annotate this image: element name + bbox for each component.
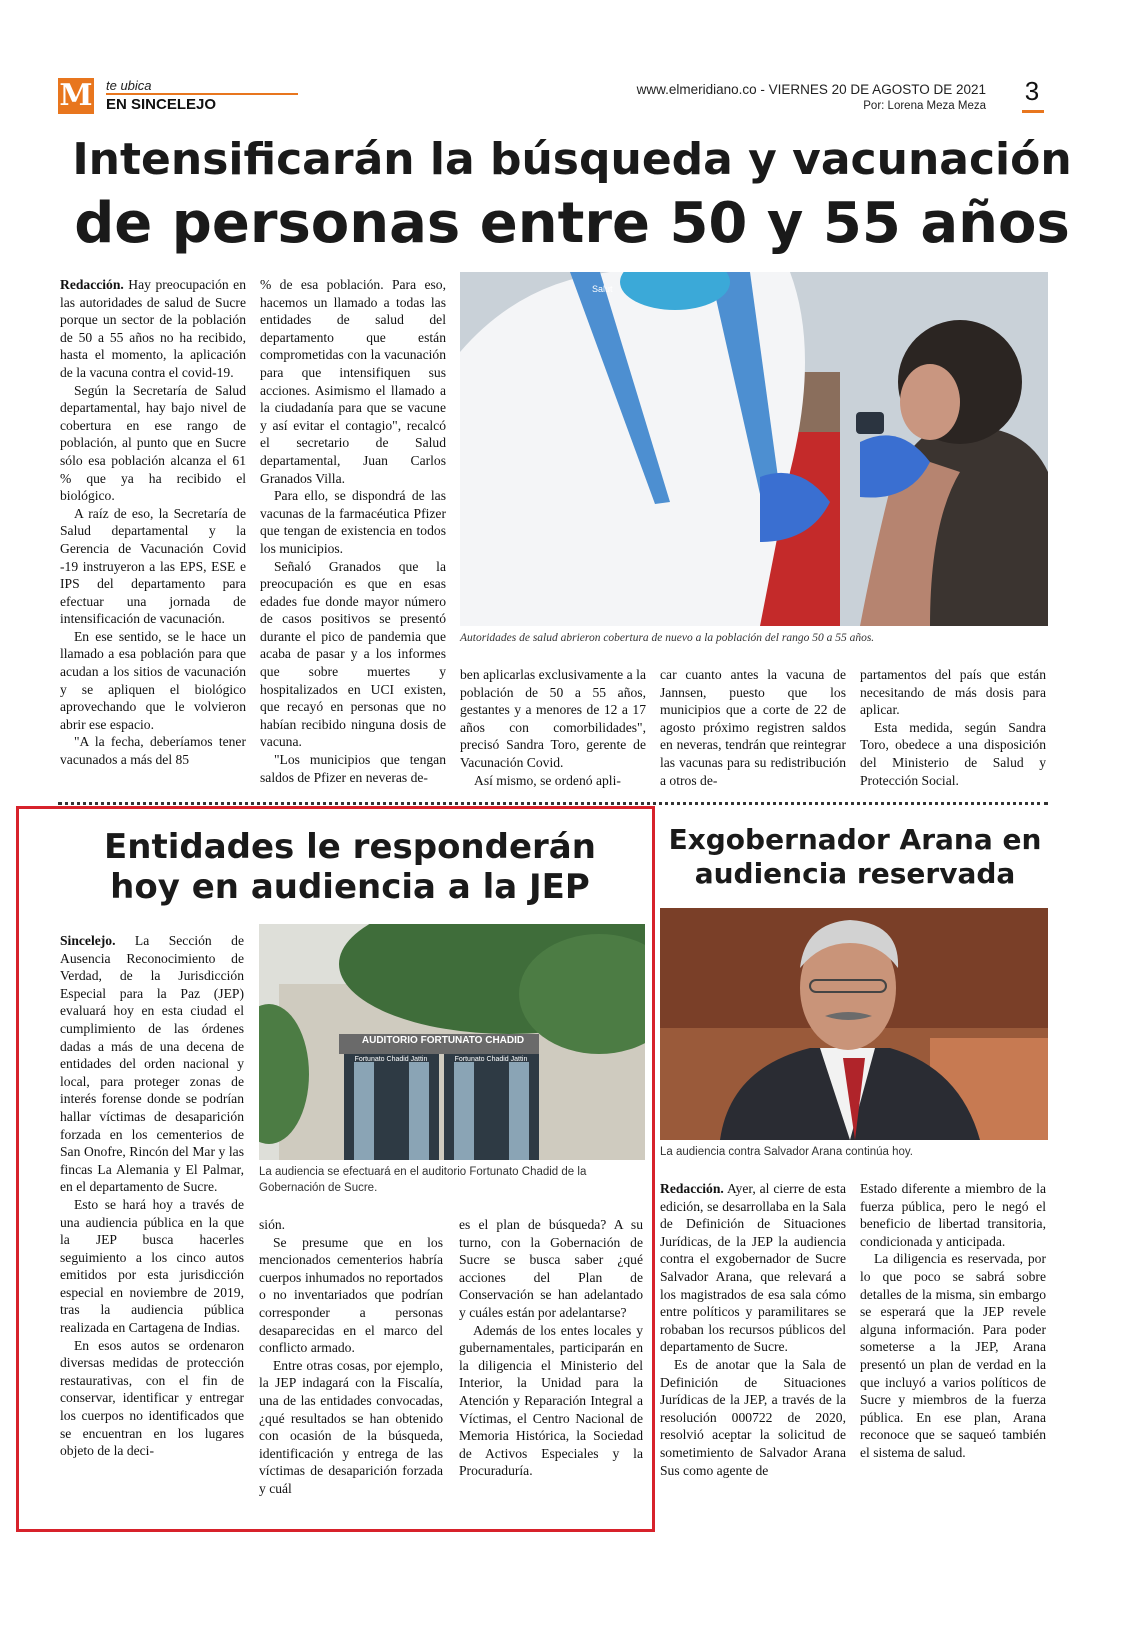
paragraph: En esos autos se ordenaron diversas medidas de protección restaurativas, con el fin de conservar, identificar y entregar los cuerpos no identificados que se encuentran en los lugares objeto de la deci- xyxy=(60,1337,244,1459)
paragraph: La diligencia es reservada, por lo que poco se sabrá sobre detalles de la misma, sin embargo se esperará que la JEP revele alguna información. Para poder someterse a la JEP, Arana presentó un plan de verdad en la que incluyó a varios políticos de Sucre y miembros de la fuerza pública. En ese plan, Arana reconoce que se saqueó también el sistema de salud. xyxy=(860,1251,1046,1460)
arana-photo-caption: La audiencia contra Salvador Arana continúa hoy. xyxy=(660,1146,913,1158)
paragraph: Esta medida, según Sandra Toro, obedece a una disposición del Ministerio de Salud y Protección Social. xyxy=(860,719,1046,788)
section-small-label: te ubica xyxy=(106,78,152,93)
auditorium-sign: AUDITORIO FORTUNATO CHADID xyxy=(361,1035,525,1046)
jep-headline-line-1: Entidades le responderán xyxy=(104,827,596,867)
main-col-3 xyxy=(460,666,646,796)
paragraph: Sincelejo. La Sección de Ausencia Reconocimiento de Verdad, de la Jurisdicción Especial para la Paz (JEP) evaluará hoy en esta ciudad el cumplimiento de las órdenes dadas a más de una decena de entidades del orden nacional y local, para proteger zonas de interés forense donde se podrían hallar víctimas de desaparición forzada en los cementerios de San Onofre, Rincón del Mar y las fincas La Alemania y El Palmar, en el departamento de Sucre. xyxy=(60,933,244,1195)
jep-col-1 xyxy=(60,932,244,1502)
main-headline-line-2: de personas entre 50 y 55 años xyxy=(74,191,1070,256)
arana-headline-line-1: Exgobernador Arana en xyxy=(668,823,1042,856)
main-col-4 xyxy=(660,666,846,796)
paragraph: En ese sentido, se le hace un llamado a esa población para que acudan a los sitios de vacunación y se apliquen el biológico aprovechando que le volvieron abrir ese espacio. xyxy=(60,628,246,732)
paragraph: "A la fecha, deberíamos tener vacunados a más del 85 xyxy=(60,734,246,768)
site-and-date: www.elmeridiano.co - VIERNES 20 DE AGOSTO DE 2021 xyxy=(636,82,986,97)
section-name: EN SINCELEJO xyxy=(106,96,217,113)
page-number: 3 xyxy=(1024,76,1040,106)
paragraph: car cuanto antes la vacuna de Jannsen, puesto que los municipios que a corte de 22 de agosto próximo registren saldos en neveras, tendrán que reintegrar las vacunas para su redistribución a otros de- xyxy=(660,667,846,788)
paragraph: ben aplicarlas exclusivamente a la población de 50 a 55 años, gestantes y a menores de 12 a 17 años con comorbilidades", precisó Sandra Toro, gerente de Vacunación Covid. xyxy=(460,667,646,770)
paragraph: Esto se hará hoy a través de una audiencia pública en la que la JEP busca hacerles seguimiento a los cinco autos emitidos por esta jurisdicción especial en noviembre de 2019, tras la audiencia pública realizada en Cartagena de Indias. xyxy=(60,1196,244,1336)
paragraph: Para ello, se dispondrá de las vacunas de la farmacéutica Pfizer que tengan de existencia en todos los municipios. xyxy=(260,488,446,556)
arana-col-1 xyxy=(660,1180,846,1506)
logo: M xyxy=(59,78,93,113)
paragraph: partamentos del país que están necesitando de más dosis para aplicar. xyxy=(860,667,1046,718)
paragraph: sión. xyxy=(259,1217,286,1232)
paragraph: Es de anotar que la Sala de Definición de Situaciones Jurídicas de la JEP, a través de la resolución 000722 de 2020, resolvió aceptar la solicitud de sometimiento de Salvador Arana Sus como agente de xyxy=(660,1356,846,1478)
paragraph: Señaló Granados que la preocupación es que en esas edades fue donde mayor número de casos positivos se presentó durante el pico de pandemia que acaba de pasar y a los informes que sobre muertes y hospitalizados en UCI existen, que recayó en personas que no habían recibido ninguna dosis de vacuna. xyxy=(260,558,446,750)
paragraph: Redacción. Hay preocupación en las autoridades de salud de Sucre porque un sector de la población de 50 a 55 años no ha recibido, hasta el momento, la aplicación de la vacuna contra el covid-19. xyxy=(60,277,246,380)
arana-headline-line-2: audiencia reservada xyxy=(694,857,1016,890)
paragraph: Además de los entes locales y gubernamentales, participarán en la diligencia el Ministerio del Interior, la Unidad para la Atención y Reparación Integral a Víctimas, el Centro Nacional de Memoria Histórica, la Sociedad de Activos Especiales y la Procuraduría. xyxy=(459,1322,643,1479)
paragraph: Según la Secretaría de Salud departamental, hay bajo nivel de cobertura en ese rango de población, al punto que en Sucre sólo esa población alcanza el 61 % que ya ha recibido el biológico. xyxy=(60,382,246,504)
page-number-rule xyxy=(1022,110,1044,113)
paragraph: Entre otras cosas, por ejemplo, la JEP indagará con la Fiscalía, una de las entidades convocadas, ¿qué resultados se han obtenido con ocasión de la búsqueda, identificación y entrega de las víctimas de desaparición forzada y cuál xyxy=(259,1357,443,1496)
vaccination-photo-caption: Autoridades de salud abrieron cobertura de nuevo a la población del rango 50 a 55 años. xyxy=(460,632,875,644)
paragraph: Estado diferente a miembro de la fuerza pública, pero le negó el beneficio de libertad transitoria, condicionada y anticipada. xyxy=(860,1181,1046,1249)
door-sign-right: Fortunato Chadid Jattin xyxy=(454,1056,528,1063)
paragraph: "Los municipios que tengan saldos de Pfizer en neveras de- xyxy=(260,752,446,785)
auditorium-photo xyxy=(259,924,645,1160)
lanyard-label: Salut xyxy=(592,284,613,294)
paragraph: % de esa población. Para eso, hacemos un llamado a todas las entidades de salud del departamento que están comprometidas con la vacunación para que intensifiquen sus acciones. Asimismo el llamado a la ciudadanía para que se vacune y así evitar el contagio", recalcó el secretario de Salud departamental, Juan Carlos Granados Villa. xyxy=(260,277,446,486)
jep-headline-line-2: hoy en audiencia a la JEP xyxy=(110,867,590,907)
jep-col-3 xyxy=(459,1216,643,1506)
section-divider xyxy=(58,802,1048,805)
vaccination-photo xyxy=(460,272,1048,626)
main-col-2 xyxy=(260,276,446,796)
paragraph: Redacción. Ayer, al cierre de esta edición, se desarrollaba en la Sala de Definición de Situaciones Jurídicas, de la JEP la audiencia contra el exgobernador de Sucre Salvador Arana, que relevará a los magistrados de esa sala cómo entre políticos y paramilitares se robaban los recursos públicos del departamento de Sucre. xyxy=(660,1181,846,1355)
section-rule xyxy=(106,93,298,95)
paragraph: es el plan de búsqueda? A su turno, con la Gobernación de Sucre se busca saber ¿qué acciones del Plan de Conservación se han adelantado y cuáles están por adelantarse? xyxy=(459,1217,643,1320)
door-sign-left: Fortunato Chadid Jattin xyxy=(354,1056,428,1063)
arana-photo xyxy=(660,908,1048,1140)
paragraph: Así mismo, se ordenó apli- xyxy=(474,772,621,788)
jep-col-2 xyxy=(259,1216,443,1506)
main-col-1 xyxy=(60,276,246,796)
arana-illustration xyxy=(660,908,1048,1140)
paragraph: A raíz de eso, la Secretaría de Salud departamental y la Gerencia de Vacunación Covid -19 instruyeron a las EPS, ESE e IPS del departamento para efectuar una jornada de intensificación de vacunación. xyxy=(60,505,246,627)
main-col-5 xyxy=(860,666,1046,796)
vaccination-illustration xyxy=(460,272,1048,626)
main-headline-line-1: Intensificarán la búsqueda y vacunación xyxy=(72,134,1072,185)
arana-col-2 xyxy=(860,1180,1046,1506)
byline: Por: Lorena Meza Meza xyxy=(863,100,986,112)
paragraph: Se presume que en los mencionados cementerios habría cuerpos inhumados no reportados o no inventariados que podrían corresponder a personas desaparecidas en el marco del conflicto armado. xyxy=(259,1234,443,1356)
auditorium-photo-caption: La audiencia se efectuará en el auditorio Fortunato Chadid de la Gobernación de Sucre. xyxy=(259,1166,587,1194)
